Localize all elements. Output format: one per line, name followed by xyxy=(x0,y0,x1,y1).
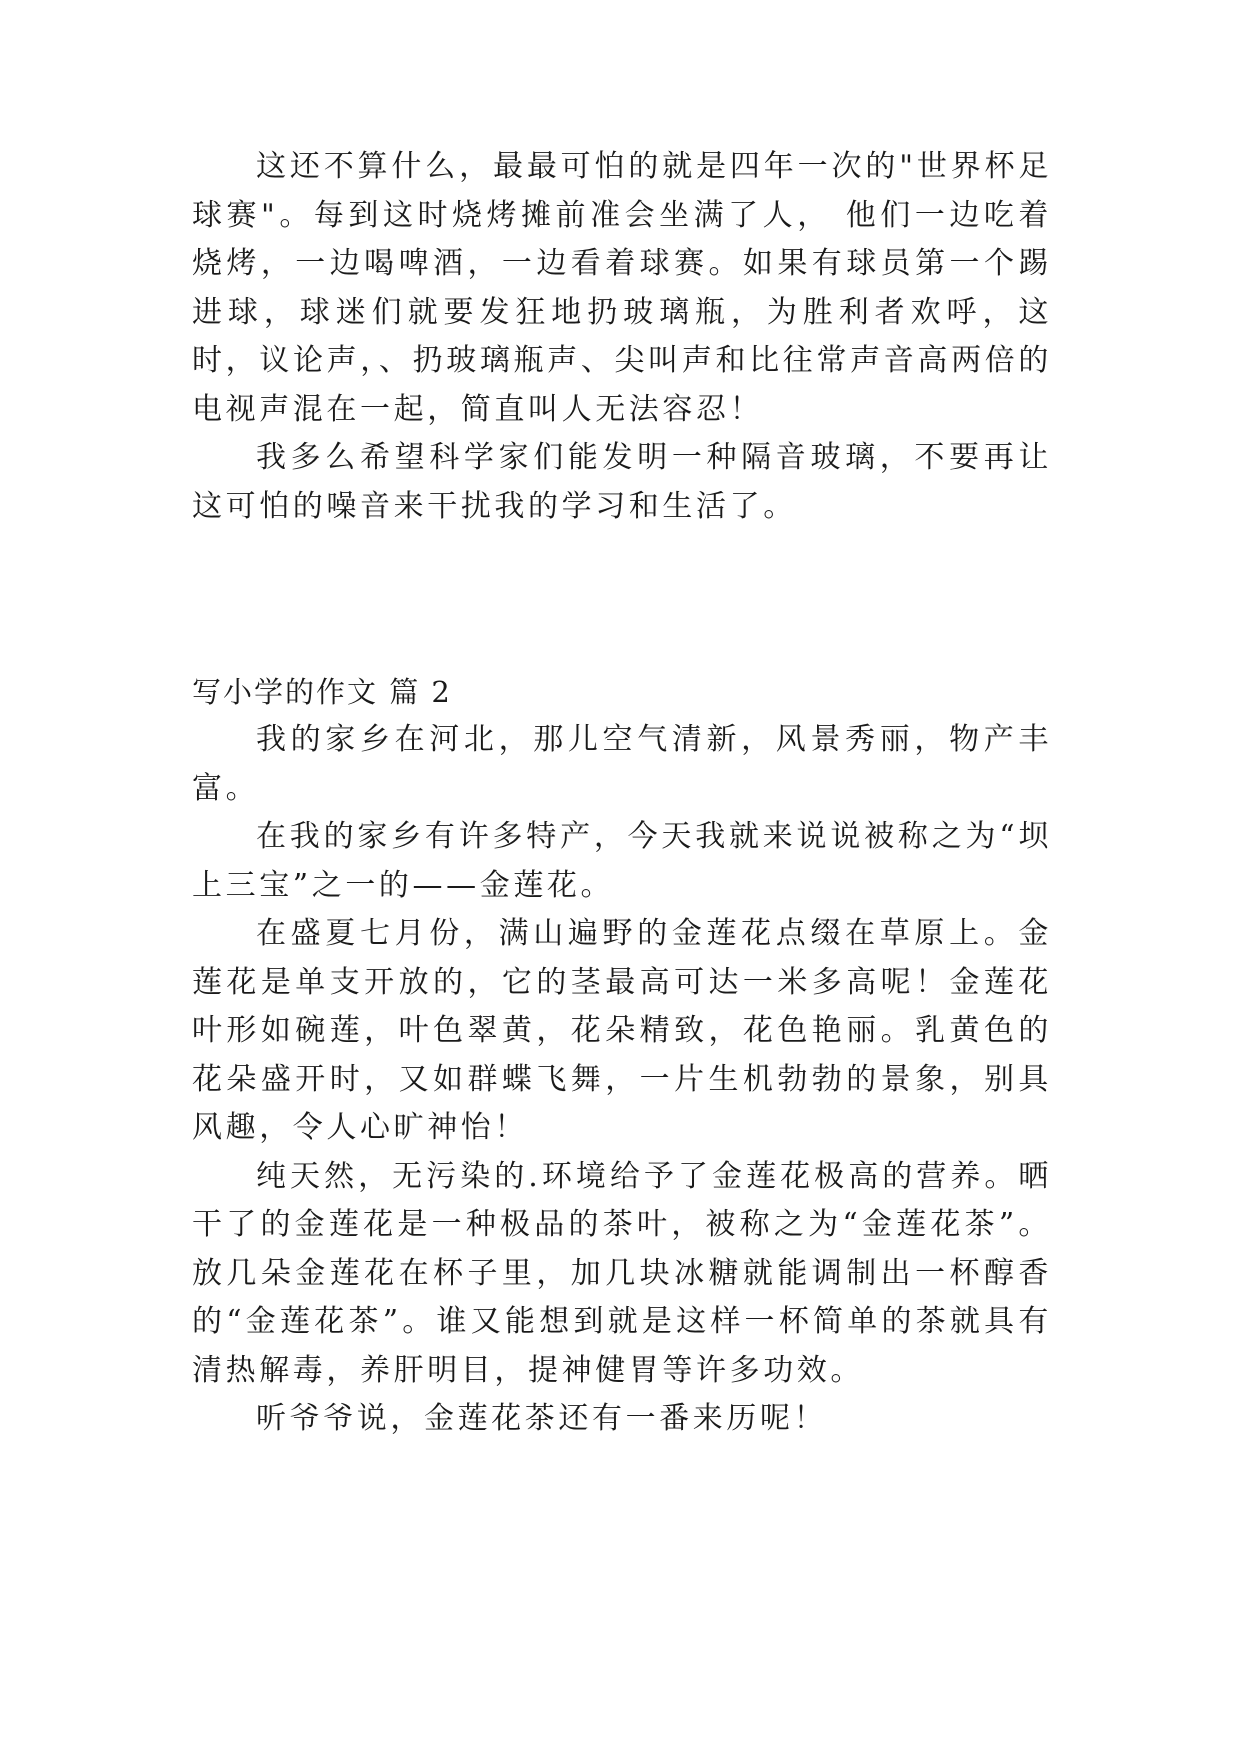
paragraph: 这还不算什么，最最可怕的就是四年一次的"世界杯足球赛"。每到这时烧烤摊前准会坐满了人， 他们一边吃着烧烤，一边喝啤酒，一边看着球赛。如果有球员第一个踢进球，球迷们就要发狂地扔玻璃瓶，为胜利者欢呼，这时，议论声，、扔玻璃瓶声、尖叫声和比往常声音高两倍的电视声混在一起，简直叫人无法容忍！ xyxy=(192,149,1052,427)
paragraph: 我多么希望科学家们能发明一种隔音玻璃，不要再让这可怕的噪音来干扰我的学习和生活了。 xyxy=(192,440,1052,524)
section1-body xyxy=(192,143,1052,531)
paragraph: 在我的家乡有许多特产，今天我就来说说被称之为“坝上三宝”之一的——金莲花。 xyxy=(192,819,1052,903)
paragraph: 纯天然，无污染的.环境给予了金莲花极高的营养。晒干了的金莲花是一种极品的茶叶，被称之为“金莲花茶”。放几朵金莲花在杯子里，加几块冰糖就能调制出一杯醇香的“金莲花茶”。谁又能想到就是这样一杯简单的茶就具有清热解毒，养肝明目，提神健胃等许多功效。 xyxy=(192,1158,1052,1388)
paragraph: 我的家乡在河北，那儿空气清新，风景秀丽，物产丰富。 xyxy=(192,722,1052,806)
paragraph: 听爷爷说，金莲花茶还有一番来历呢！ xyxy=(256,1401,828,1436)
section2-title: 写小学的作文 篇 2 xyxy=(192,675,452,709)
paragraph: 在盛夏七月份，满山遍野的金莲花点缀在草原上。金莲花是单支开放的，它的茎最高可达一米多高呢！金莲花叶形如碗莲，叶色翠黄，花朵精致，花色艳丽。乳黄色的花朵盛开时，又如群蝶飞舞，一片生机勃勃的景象，别具风趣，令人心旷神怡！ xyxy=(192,916,1052,1145)
section2-body xyxy=(192,716,1052,1444)
